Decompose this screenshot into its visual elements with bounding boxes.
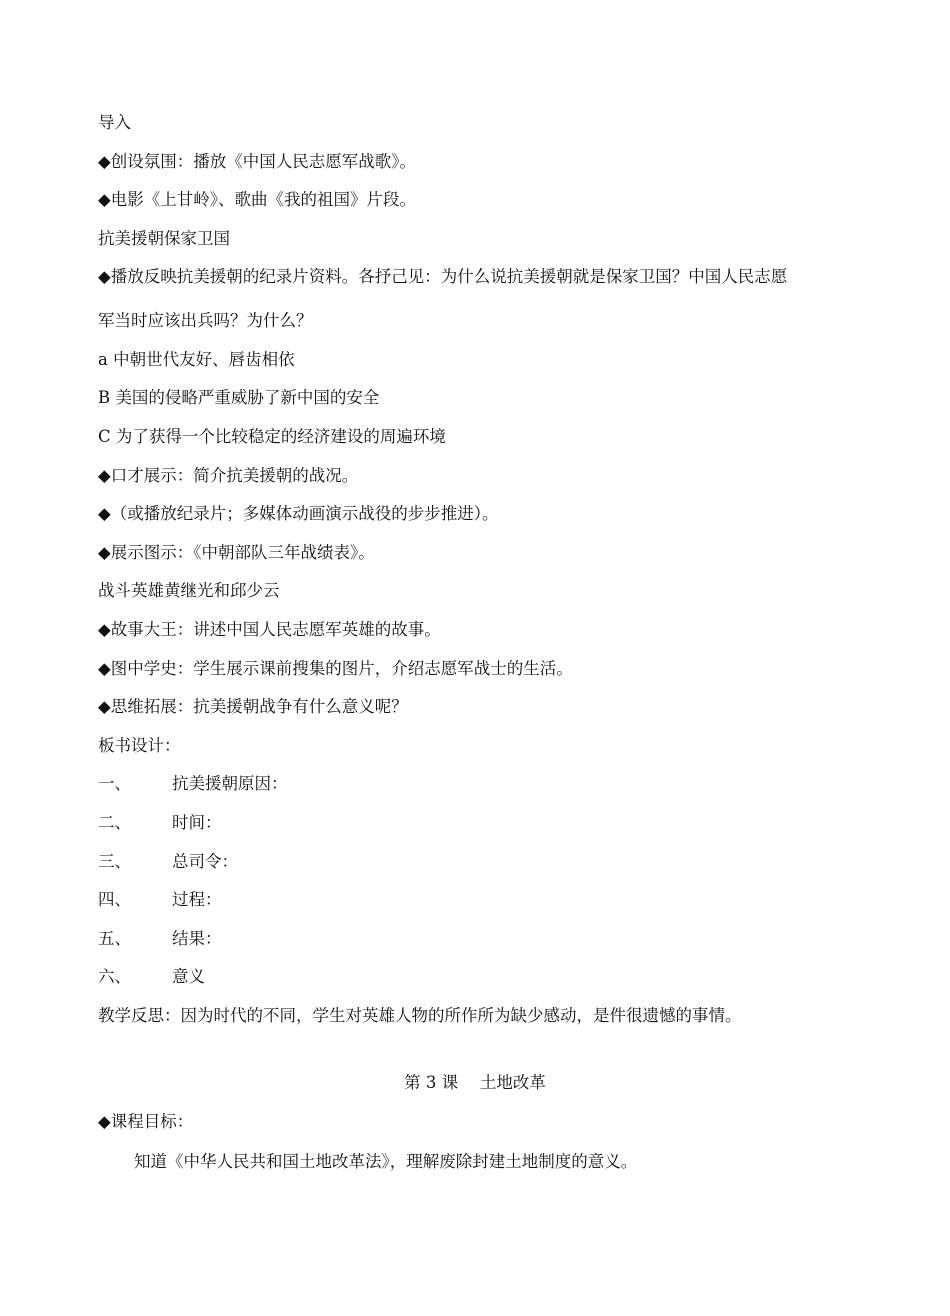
- reason-item: C 为了获得一个比较稳定的经济建设的周遍环境: [98, 427, 446, 446]
- goal-text: 知道《中华人民共和国土地改革法》，理解废除封建土地制度的意义。: [134, 1152, 638, 1171]
- text-line: ◆口才展示：简介抗美援朝的战况。: [98, 466, 359, 485]
- board-item-number: 四、: [98, 890, 131, 909]
- intro-heading: 导入: [98, 113, 131, 132]
- text-line: ◆（或播放纪录片；多媒体动画演示战役的步步推进）。: [98, 504, 499, 523]
- board-item-text: 结果：: [172, 929, 222, 948]
- section-heading: 抗美援朝保家卫国: [98, 229, 230, 248]
- text-line: ◆故事大王：讲述中国人民志愿军英雄的故事。: [98, 620, 441, 639]
- board-item-text: 总司令：: [172, 852, 238, 871]
- text-line: ◆思维拓展：抗美援朝战争有什么意义呢？: [98, 697, 408, 716]
- text-line: ◆播放反映抗美援朝的纪录片资料。各抒己见：为什么说抗美援朝就是保家卫国？中国人民志愿: [98, 267, 788, 286]
- board-item-text: 意义: [172, 967, 205, 986]
- section-heading: 战斗英雄黄继光和邱少云: [98, 581, 280, 600]
- board-item-number: 二、: [98, 813, 131, 832]
- board-item-number: 六、: [98, 967, 131, 986]
- board-heading: 板书设计：: [98, 736, 181, 755]
- text-line: ◆展示图示：《中朝部队三年战绩表》。: [98, 543, 375, 562]
- text-line: ◆电影《上甘岭》、歌曲《我的祖国》片段。: [98, 190, 416, 209]
- board-item-number: 一、: [98, 774, 131, 793]
- board-item-text: 过程：: [172, 890, 222, 909]
- goal-heading: ◆课程目标：: [98, 1112, 194, 1131]
- reason-item: B 美国的侵略严重威胁了新中国的安全: [98, 388, 380, 407]
- reason-item: a 中朝世代友好、唇齿相依: [98, 350, 295, 369]
- board-item-text: 时间：: [172, 813, 222, 832]
- teaching-reflection: 教学反思：因为时代的不同，学生对英雄人物的所作所为缺少感动，是件很遗憾的事情。: [98, 1006, 742, 1025]
- text-line: 军当时应该出兵吗？为什么？: [98, 311, 313, 330]
- text-line: ◆图中学史：学生展示课前搜集的图片，介绍志愿军战士的生活。: [98, 659, 573, 678]
- board-item-text: 抗美援朝原因：: [172, 774, 288, 793]
- board-item-number: 五、: [98, 929, 131, 948]
- lesson-title: 第 3 课 土地改革: [404, 1073, 546, 1092]
- board-item-number: 三、: [98, 852, 131, 871]
- text-line: ◆创设氛围：播放《中国人民志愿军战歌》。: [98, 152, 416, 171]
